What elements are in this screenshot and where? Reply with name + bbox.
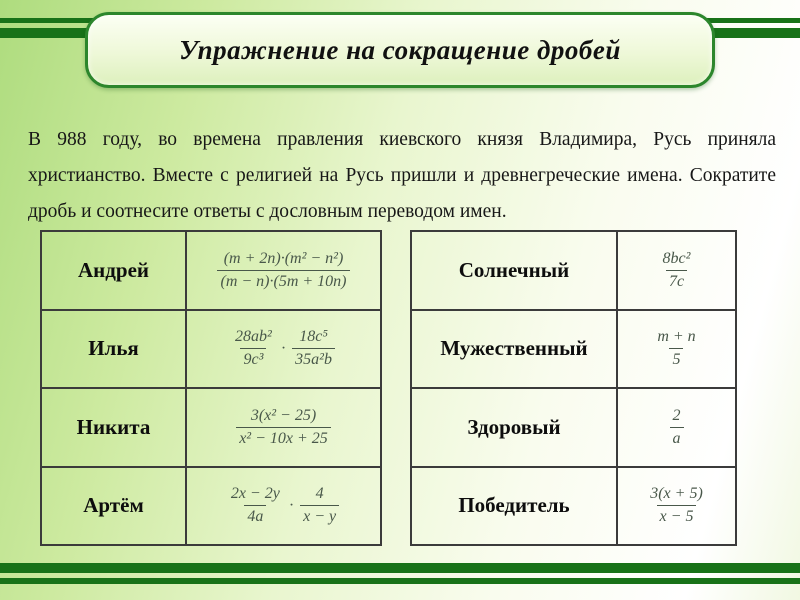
fraction-numerator: 3(x + 5) bbox=[650, 485, 703, 503]
formula-expression bbox=[670, 406, 684, 449]
fraction-denominator: 7c bbox=[666, 270, 687, 292]
formula-expression bbox=[647, 484, 706, 527]
intro-paragraph: В 988 году, во времена правления киевского князя Владимира, Русь приняла христианство. Вместе с религией на Русь пришли и древнегреческие имена. Сократите дробь и соотнесите ответы с дословным переводом имен. bbox=[28, 128, 776, 222]
fraction-denominator: 5 bbox=[669, 348, 683, 370]
multiplication-operator: · bbox=[280, 339, 287, 357]
fraction-denominator: x² − 10x + 25 bbox=[236, 427, 331, 449]
fraction bbox=[217, 249, 349, 292]
title-box bbox=[85, 12, 715, 88]
fraction-denominator: 35a²b bbox=[292, 348, 335, 370]
formula-expression bbox=[236, 406, 331, 449]
table-row bbox=[412, 468, 735, 545]
fraction bbox=[232, 327, 275, 370]
table-row bbox=[412, 389, 735, 468]
names-table bbox=[40, 230, 382, 546]
meanings-table bbox=[410, 230, 737, 546]
formula-cell bbox=[618, 232, 735, 309]
table-row bbox=[42, 468, 380, 545]
formula-cell bbox=[618, 311, 735, 388]
student-name-cell: Никита bbox=[42, 389, 187, 466]
table-row bbox=[412, 311, 735, 390]
fraction bbox=[647, 484, 706, 527]
fraction-numerator: 4 bbox=[315, 485, 324, 503]
fraction-numerator: 8bc² bbox=[662, 249, 691, 267]
table-row bbox=[42, 389, 380, 468]
table-row bbox=[412, 232, 735, 311]
fraction-numerator: 18c⁵ bbox=[299, 328, 328, 346]
name-meaning-cell: Победитель bbox=[412, 468, 618, 545]
formula-expression bbox=[217, 249, 349, 292]
fraction bbox=[292, 327, 335, 370]
fraction bbox=[654, 327, 698, 370]
student-name-cell: Илья bbox=[42, 311, 187, 388]
formula-cell bbox=[618, 389, 735, 466]
name-meaning-cell: Солнечный bbox=[412, 232, 618, 309]
formula-cell bbox=[187, 468, 380, 545]
fraction bbox=[660, 249, 694, 292]
table-row bbox=[42, 311, 380, 390]
formula-cell bbox=[187, 389, 380, 466]
fraction-numerator: 2 bbox=[672, 406, 681, 424]
slide-title: Упражнение на сокращение дробей bbox=[179, 34, 621, 65]
bottom-ribbon-thin-line bbox=[0, 578, 800, 584]
formula-cell bbox=[618, 468, 735, 545]
bottom-ribbon-thick-line bbox=[0, 563, 800, 573]
name-meaning-cell: Здоровый bbox=[412, 389, 618, 466]
fraction-numerator: m + n bbox=[657, 328, 696, 346]
fraction-denominator: 9c³ bbox=[240, 348, 266, 370]
student-name-cell: Артём bbox=[42, 468, 187, 545]
fraction-numerator: 2x − 2y bbox=[230, 485, 280, 503]
fraction bbox=[228, 484, 283, 527]
table-row bbox=[42, 232, 380, 311]
fraction bbox=[236, 406, 331, 449]
fraction-denominator: x − y bbox=[300, 505, 339, 527]
formula-expression bbox=[228, 484, 339, 527]
formula-expression bbox=[232, 327, 335, 370]
fraction-denominator: x − 5 bbox=[657, 505, 697, 527]
formula-expression bbox=[660, 249, 694, 292]
name-meaning-cell: Мужественный bbox=[412, 311, 618, 388]
fraction-numerator: (m + 2n)·(m² − n²) bbox=[223, 249, 344, 267]
formula-expression bbox=[654, 327, 698, 370]
multiplication-operator: · bbox=[288, 496, 295, 514]
fraction-denominator: (m − n)·(5m + 10n) bbox=[217, 270, 349, 292]
fraction-denominator: a bbox=[670, 427, 684, 449]
formula-cell bbox=[187, 311, 380, 388]
fraction-numerator: 28ab² bbox=[235, 328, 272, 346]
student-name-cell: Андрей bbox=[42, 232, 187, 309]
fraction bbox=[670, 406, 684, 449]
fraction-denominator: 4a bbox=[244, 505, 266, 527]
fraction-numerator: 3(x² − 25) bbox=[250, 406, 317, 424]
formula-cell bbox=[187, 232, 380, 309]
fraction bbox=[300, 484, 339, 527]
